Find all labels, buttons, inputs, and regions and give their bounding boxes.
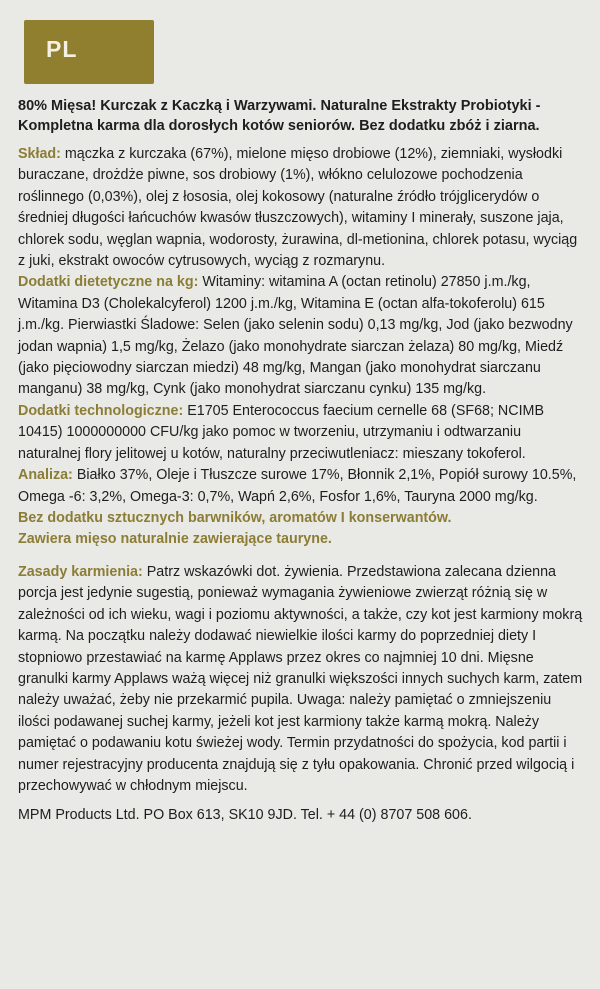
ingredients-section: [18, 144, 584, 272]
label-text: [18, 96, 584, 841]
manufacturer-address: MPM Products Ltd. PO Box 613, SK10 9JD. Tel. + 44 (0) 8707 508 606.: [18, 807, 472, 824]
technological-additives-label: Dodatki technologiczne:: [18, 402, 184, 419]
feeding-text: Patrz wskazówki dot. żywienia. Przedstawiona zalecana dzienna porcja jest jedynie sugestią, ponieważ wymagania żywieniowe zwierząt różnią się w zależności od ich wieku, wagi i poziomu aktywności, a także, czy kot jest karmiony mokrą karmą. Na początku należy dodawać niewielkie ilości karmy do poprzedniej diety I stopniowo przestawiać na karmę Applaws przez okres co najmniej 10 dni. Mięsne granulki karmy Applaws ważą więcej niż granulki większości innych suchych karm, zatem należy uważać, żeby nie przekarmić pupila. Uwaga: należy pamiętać o zmniejszeniu ilości podawanej suchej karmy, jeżeli kot jest karmiony także karmą mokrą. Należy pamiętać o podawaniu kotu świeżej wody. Termin przydatności do spożycia, kod partii i numer rejestracyjny producenta znajdują się z tyłu opakowania. Chronić przed wilgocią i przechowywać w chłodnym miejscu.: [18, 563, 583, 794]
product-title: 80% Mięsa! Kurczak z Kaczką i Warzywami. Naturalne Ekstrakty Probiotyki - Kompletna karma dla dorosłych kotów seniorów. Bez dodatku zbóż i ziarna.: [18, 98, 541, 134]
no-additives-note: Bez dodatku sztucznych barwników, aromatów I konserwantów.: [18, 509, 452, 526]
language-badge: [24, 20, 154, 84]
ingredients-label: Skład:: [18, 146, 61, 162]
dietary-additives-section: [18, 272, 584, 400]
technological-additives-text: E1705 Enterococcus faecium cernelle 68 (SF68; NCIMB 10415) 1000000000 CFU/kg jako pomoc w tworzeniu, utrzymaniu i odtwarzaniu naturalnej flory jelitowej u kotów, naturalny przeciwutleniacz: mieszany tokoferol.: [18, 402, 544, 462]
analysis-section: [18, 465, 584, 508]
language-code: PL: [46, 36, 78, 62]
technological-additives-section: [18, 401, 584, 465]
ingredients-text: mączka z kurczaka (67%), mielone mięso drobiowe (12%), ziemniaki, wysłodki buraczane, drożdże piwne, sos drobiowy (1%), włókno celulozowe pochodzenia roślinnego (0,03%), olej z łososia, olej kokosowy (naturalne źródło trójglicerydów o średniej długości łańcuchów kwasów tłuszczowych), witaminy I minerały, suszone jaja, chlorek sodu, węglan wapnia, wodorosty, żurawina, dl-metionina, chlorek potasu, wyciąg z juki, ekstrakt owoców cytrusowych, wyciąg z rozmarynu.: [18, 146, 578, 270]
dietary-additives-label: Dodatki dietetyczne na kg:: [18, 274, 199, 291]
dietary-additives-text: Witaminy: witamina A (octan retinolu) 27850 j.m./kg, Witamina D3 (Cholekalcyferol) 1200 j.m./kg, Witamina E (octan alfa-tokoferolu) 615 j.m./kg. Pierwiastki Śladowe: Selen (jako selenin sodu) 0,13 mg/kg, Jod (jako bezwodny jodan wapnia) 1,5 mg/kg, Żelazo (jako monohydrate siarczan żelaza) 80 mg/kg, Miedź (jako pięciowodny siarczan miedzi) 48 mg/kg, Mangan (jako monohydrat siarczanu manganu) 38 mg/kg, Cynk (jako monohydrat siarczanu cynku) 135 mg/kg.: [18, 274, 573, 398]
analysis-text: Białko 37%, Oleje i Tłuszcze surowe 17%, Błonnik 2,1%, Popiół surowy 10.5%, Omega -6: 3,2%, Omega-3: 0,7%, Wapń 2,6%, Fosfor 1,6%, Tauryna 2000 mg/kg.: [18, 467, 577, 505]
taurine-note: Zawiera mięso naturalnie zawierające tauryne.: [18, 530, 332, 547]
feeding-label: Zasady karmienia:: [18, 563, 143, 580]
feeding-section: [18, 562, 584, 797]
analysis-label: Analiza:: [18, 467, 73, 484]
